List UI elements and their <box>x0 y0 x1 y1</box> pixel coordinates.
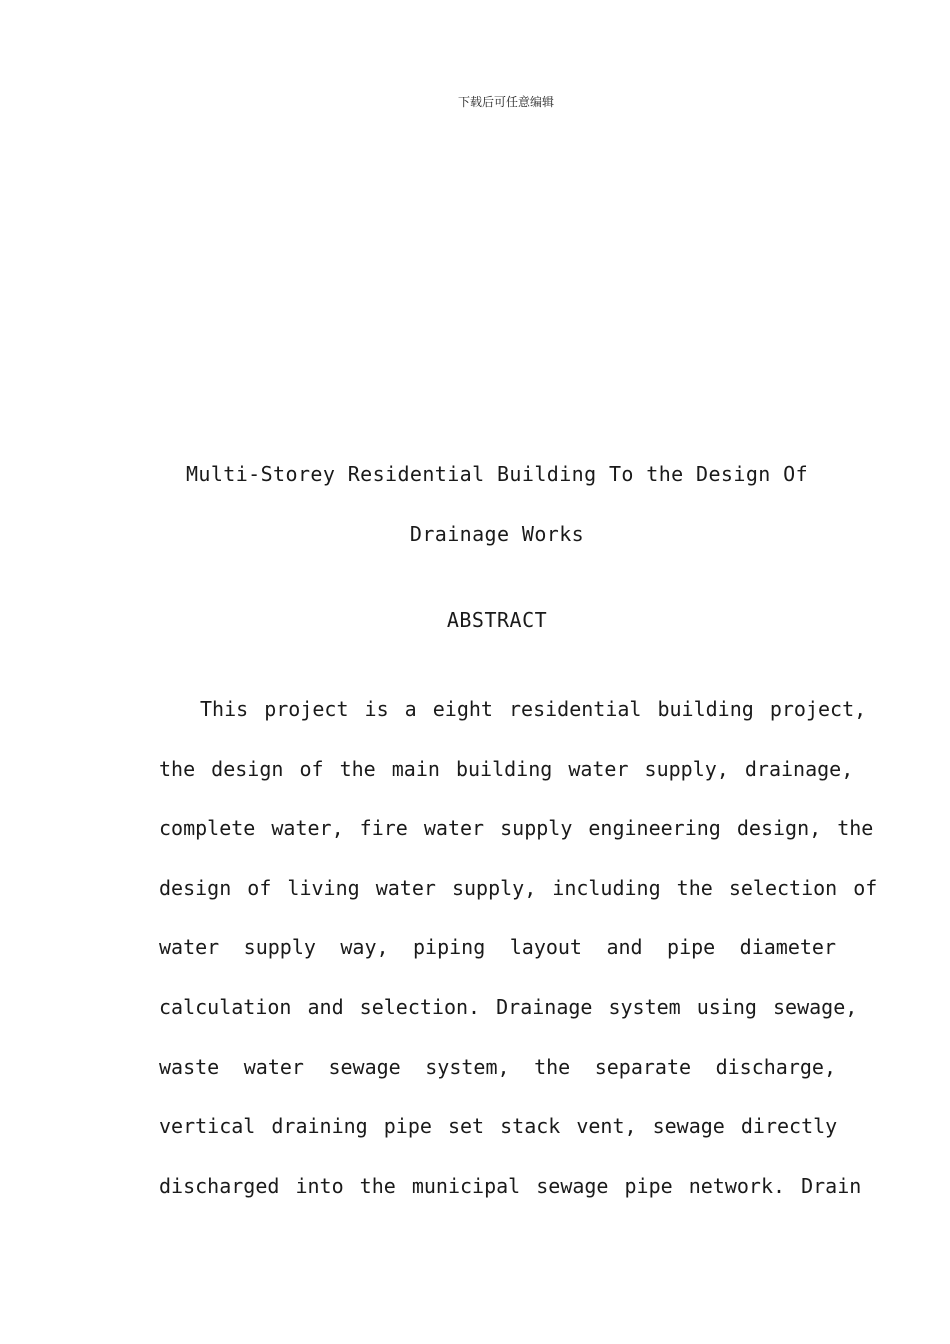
document-title-line-2: Drainage Works <box>409 522 585 546</box>
abstract-line-5: water supply way, piping layout and pipe diameter <box>159 935 836 959</box>
abstract-line-4: design of living water supply, including the selection of <box>159 876 878 900</box>
header-note: 下载后可任意编辑 <box>457 95 554 109</box>
abstract-line-1: This project is a eight residential building project, <box>200 697 867 721</box>
abstract-line-9: discharged into the municipal sewage pipe network. Drain <box>159 1174 862 1198</box>
abstract-line-8: vertical draining pipe set stack vent, sewage directly <box>159 1114 838 1138</box>
document-title-line-1: Multi-Storey Residential Building To the Design Of <box>185 462 809 486</box>
abstract-line-6: calculation and selection. Drainage system using sewage, <box>159 995 858 1019</box>
abstract-line-7: waste water sewage system, the separate discharge, <box>159 1055 836 1079</box>
abstract-line-3: complete water, fire water supply engineering design, the <box>159 816 874 840</box>
abstract-heading: ABSTRACT <box>446 608 548 632</box>
abstract-line-2: the design of the main building water supply, drainage, <box>159 757 854 781</box>
